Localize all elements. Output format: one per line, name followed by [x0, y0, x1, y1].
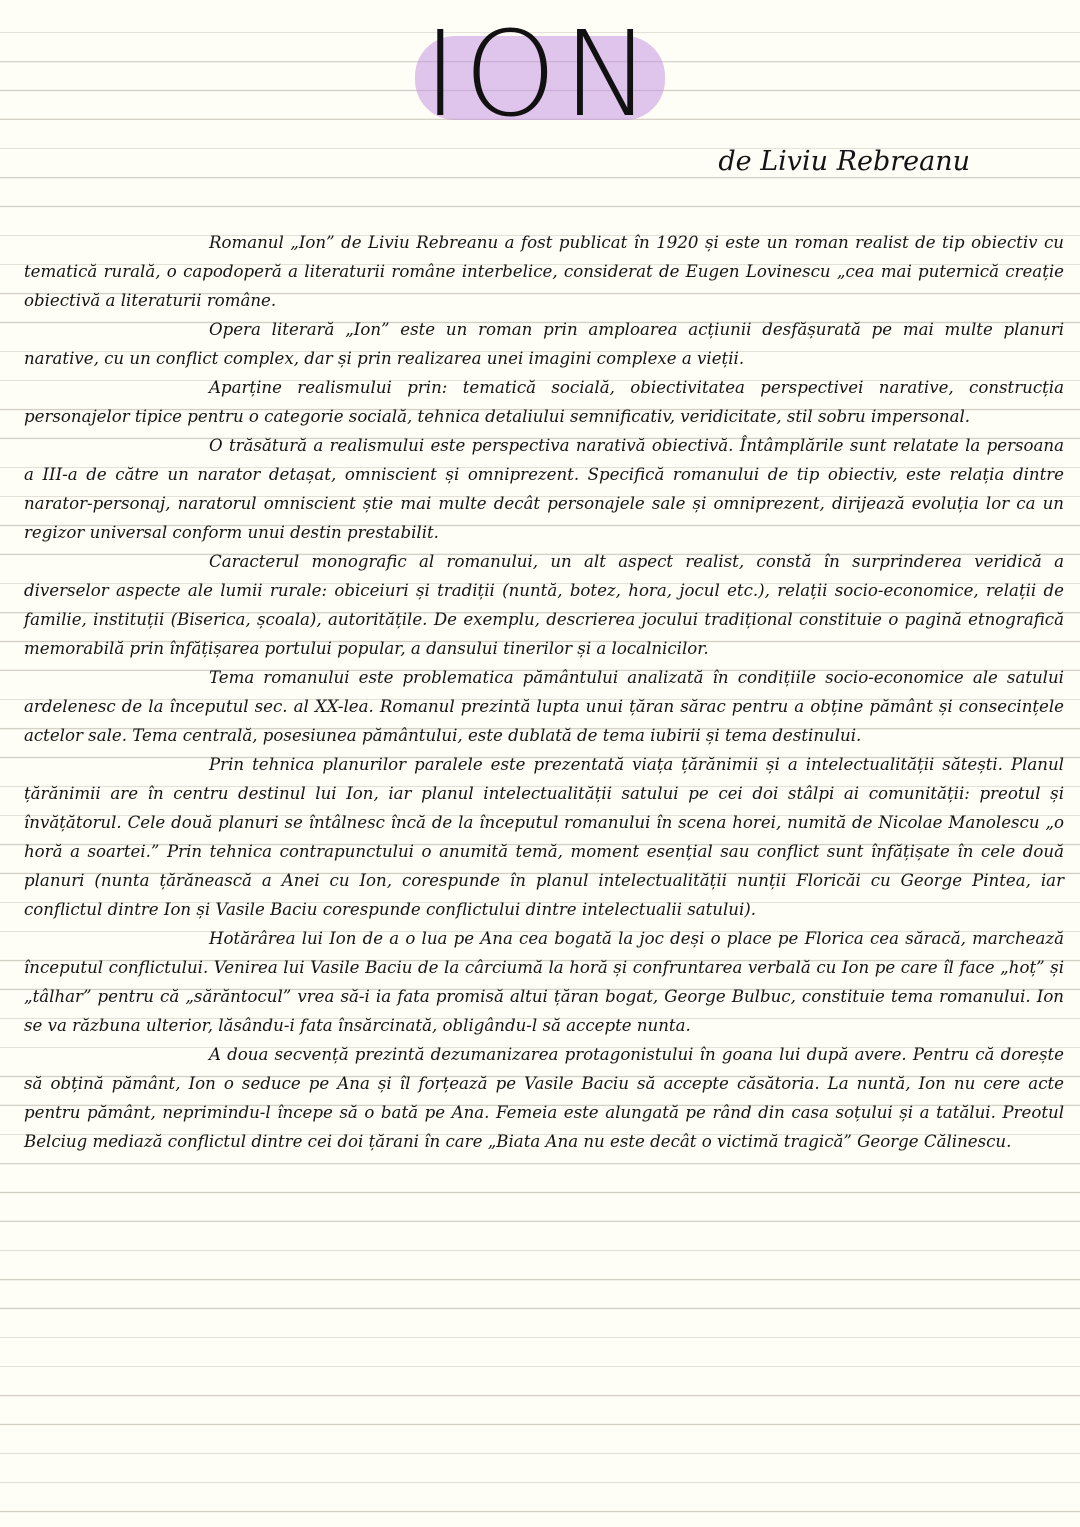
paragraph-opera: Opera literară „Ion” este un roman prin amploarea acțiunii desfășurată pe mai multe planuri narative, cu un conflict complex, dar și prin realizarea unei imagini complexe a vieții. [24, 320, 1064, 368]
paragraph-intro: Romanul „Ion” de Liviu Rebreanu a fost publicat în 1920 și este un roman realist de tip obiectiv cu tematică rurală, o capodoperă a literaturii române interbelice, considerat de Eugen Lovinescu „cea mai puternică creație obiectivă a literaturii române. [24, 233, 1064, 310]
paragraph-monographic: Caracterul monografic al romanului, un alt aspect realist, constă în surprinderea veridică a diverselor aspecte ale lumii rurale: obiceiuri și tradiții (nuntă, botez, hora, jocul etc.), relații socio-economice, relații de familie, instituții (Biserica, școala), autoritățile. De exemplu, descrierea jocului tradițional constituie o pagină etnografică memorabilă prin înfățișarea portului popular, a dansului tinerilor și a localnicilor. [24, 552, 1064, 658]
page-title-text: ION [423, 5, 657, 143]
paragraph-perspective: O trăsătură a realismului este perspectiva narativă obiectivă. Întâmplările sunt relatate la persoana a III-a de către un narator detașat, omniscient și omniprezent. Specifică romanului de tip obiectiv, este relația dintre narator-personaj, naratorul omniscient știe mai multe decât personajele sale și omniprezent, dirijează evoluția lor ca un regizor universal conform unui destin prestabilit. [24, 436, 1064, 542]
essay-body [24, 228, 1064, 1156]
author-line: de Liviu Rebreanu [718, 146, 970, 177]
paragraph-realism: Aparține realismului prin: tematică socială, obiectivitatea perspectivei narative, construcția personajelor tipice pentru o categorie socială, tehnica detaliului semnificativ, veridicitate, stil sobru impersonal. [24, 378, 1064, 426]
paragraph-planes: Prin tehnica planurilor paralele este prezentată viața țărănimii și a intelectualității sătești. Planul țărănimii are în centru destinul lui Ion, iar planul intelectualității satului pe cei doi stâlpi ai comunității: preotul și învățătorul. Cele două planuri se întâlnesc încă de la începutul romanului în scena horei, numită de Nicolae Manolescu „o horă a soartei.” Prin tehnica contrapunctului o anumită temă, moment esențial sau conflict sunt înfățișate în cele două planuri (nunta țărănească a Anei cu Ion, corespunde în planul intelectualității nunții Floricăi cu George Pintea, iar conflictul dintre Ion și Vasile Baciu corespunde conflictului dintre intelectualii satului). [24, 755, 1064, 919]
title-area [0, 5, 1080, 144]
paragraph-theme: Tema romanului este problematica pământului analizată în condițiile socio-economice ale satului ardelenesc de la începutul sec. al XX-lea. Romanul prezintă lupta unui țăran sărac pentru a obține pământ și consecințele actelor sale. Tema centrală, posesiunea pământului, este dublată de tema iubirii și tema destinului. [24, 668, 1064, 745]
paragraph-conflict: Hotărârea lui Ion de a o lua pe Ana cea bogată la joc deși o place pe Florica cea săracă, marchează începutul conflictului. Venirea lui Vasile Baciu de la cârciumă la horă și confruntarea verbală cu Ion pe care îl face „hoț” și „tâlhar” pentru că „sărăntocul” vrea să-i ia fata promisă altui țăran bogat, George Bulbuc, constituie tema romanului. Ion se va răzbuna ulterior, lăsându-i fata însărcinată, obligându-l să accepte nunta. [24, 929, 1064, 1035]
paragraph-second-sequence: A doua secvență prezintă dezumanizarea protagonistului în goana lui după avere. Pentru că dorește să obțină pământ, Ion o seduce pe Ana și îl forțează pe Vasile Baciu să accepte căsătoria. La nuntă, Ion nu cere acte pentru pământ, neprimindu-l începe să o bată pe Ana. Femeia este alungată pe rând din casa soțului și a tatălui. Preotul Belciug mediază conflictul dintre cei doi țărani în care „Biata Ana nu este decât o victimă tragică” George Călinescu. [24, 1045, 1064, 1151]
page-title [423, 5, 657, 143]
